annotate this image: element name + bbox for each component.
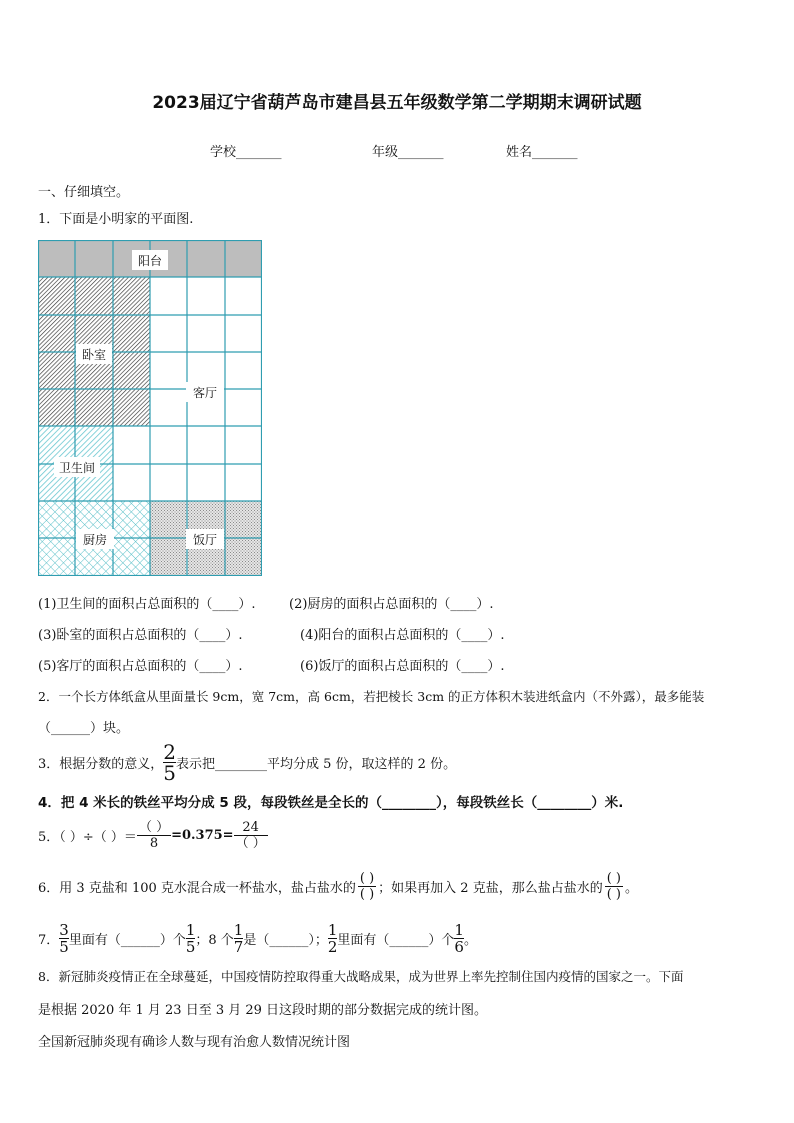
q7-frac-e-den: 6 [454, 937, 464, 956]
question-8-line1: 8．新冠肺炎疫情正在全球蔓延，中国疫情防控取得重大战略成果，成为世界上率先控制住国内疫情的国家之一。下面 [38, 969, 684, 984]
question-3 [38, 740, 456, 784]
q5-f1-num: （ ） [138, 819, 170, 835]
q5-middle: =0.375= [171, 827, 234, 843]
q6-f1-num: ( ) [359, 870, 375, 886]
q1-sub1: (1)卫生间的面积占总面积的（____）. [38, 597, 256, 612]
q7-frac-e-num: 1 [454, 920, 464, 939]
q7-frac-c-den: 7 [233, 937, 244, 956]
q7-frac-b [186, 922, 196, 955]
q3-fraction [163, 739, 177, 785]
school-field: 学校_______ [210, 145, 282, 160]
q7-end: 。 [463, 932, 477, 948]
living-room-label: 客厅 [192, 386, 218, 400]
floor-plan [38, 240, 262, 576]
q5-fraction-1 [137, 820, 171, 851]
q7-frac-e [454, 922, 464, 955]
q6-fraction-2 [605, 871, 623, 902]
grade-field: 年级_______ [372, 145, 444, 160]
balcony-label: 阳台 [137, 254, 163, 268]
bedroom-label: 卧室 [81, 348, 107, 362]
q7-frac-d-den: 2 [327, 937, 338, 956]
q6-f2-den: ( ) [606, 886, 621, 902]
q3-fraction-den: 5 [163, 760, 177, 785]
bathroom-label: 卫生间 [58, 461, 96, 475]
q7-frac-a-num: 3 [59, 920, 69, 939]
question-5 [38, 818, 268, 852]
question-2-line1: 2．一个长方体纸盒从里面量长 9cm，宽 7cm，高 6cm，若把棱长 3cm 的正方体积木装进纸盒内（不外露），最多能装 [38, 689, 705, 704]
q5-prefix: 5．（ ）÷（ ）＝ [38, 829, 137, 845]
q7-frac-c-num: 1 [233, 920, 244, 939]
q1-sub3: (3)卧室的面积占总面积的（____）. [38, 628, 243, 643]
q3-prefix: 3．根据分数的意义， [38, 756, 164, 772]
q6-f1-den: ( ) [359, 886, 375, 902]
q7-frac-d [328, 922, 338, 955]
question-2-line2: （______）块。 [38, 721, 130, 736]
question-6 [38, 866, 638, 906]
question-7 [38, 918, 477, 958]
question-1: 1．下面是小明家的平面图. [38, 212, 194, 227]
q6-middle: ；如果再加入 2 克盐，那么盐占盐水的 [378, 880, 603, 896]
q5-f1-den: 8 [149, 835, 159, 851]
q6-f2-num: ( ) [606, 870, 621, 886]
q7-text-d: 里面有（______）个 [337, 932, 455, 948]
kitchen-label: 厨房 [82, 533, 108, 547]
q5-fraction-2 [234, 820, 268, 851]
q1-sub2: (2)厨房的面积占总面积的（____）. [289, 597, 494, 612]
q6-fraction-1 [358, 871, 376, 902]
q7-frac-a-den: 5 [59, 937, 69, 956]
question-4: 4．把 4 米长的铁丝平均分成 5 段，每段铁丝是全长的（________），每段铁丝长（________）米. [38, 795, 624, 811]
q1-sub6: (6)饭厅的面积占总面积的（____）. [300, 659, 505, 674]
q6-prefix: 6．用 3 克盐和 100 克水混合成一杯盐水，盐占盐水的 [38, 880, 356, 896]
q5-f2-num: 24 [234, 820, 268, 836]
question-8-line2: 是根据 2020 年 1 月 23 日至 3 月 29 日这段时期的部分数据完成的统计图。 [38, 1003, 488, 1018]
q7-frac-b-num: 1 [185, 920, 196, 939]
q5-f2-den: （ ） [235, 835, 266, 851]
q7-frac-b-den: 5 [185, 937, 196, 956]
dining-room-label: 饭厅 [192, 533, 218, 547]
q1-sub4: (4)阳台的面积占总面积的（____）. [300, 628, 505, 643]
q3-suffix: 表示把________平均分成 5 份，取这样的 2 份。 [176, 756, 457, 772]
name-field: 姓名_______ [506, 145, 578, 160]
q1-sub5: (5)客厅的面积占总面积的（____）. [38, 659, 243, 674]
q3-fraction-num: 2 [163, 739, 177, 764]
q6-end: 。 [625, 880, 639, 896]
q7-frac-c [234, 922, 244, 955]
q7-frac-d-num: 1 [327, 920, 338, 939]
page-title: 2023届辽宁省葫芦岛市建昌县五年级数学第二学期期末调研试题 [152, 93, 642, 113]
q7-text-b: ；8 个 [195, 932, 234, 948]
q7-text-a: 里面有（______）个 [68, 932, 186, 948]
q7-label: 7． [38, 932, 60, 948]
q7-text-c: 是（______）； [243, 932, 328, 948]
section-heading: 一、仔细填空。 [38, 185, 130, 200]
chart-caption: 全国新冠肺炎现有确诊人数与现有治愈人数情况统计图 [38, 1035, 351, 1050]
q7-frac-a [59, 922, 69, 955]
